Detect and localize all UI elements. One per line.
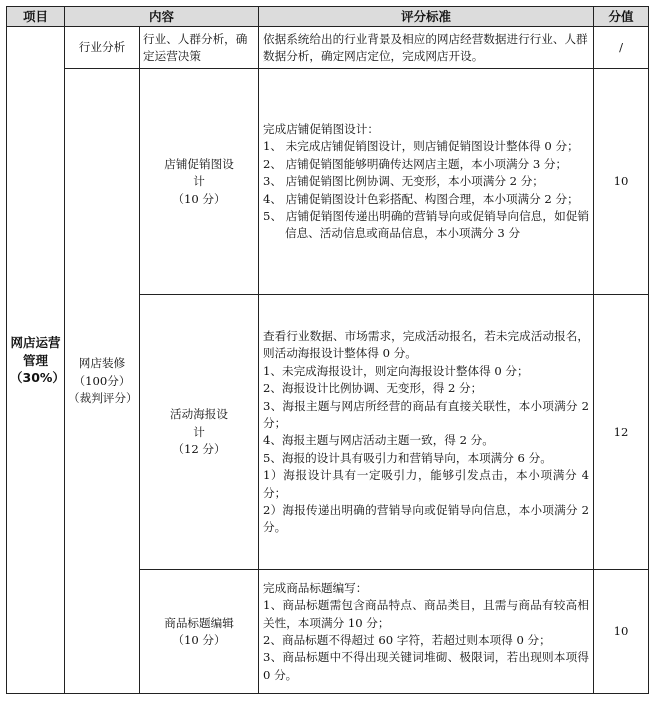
title-task-title: 商品标题编辑 xyxy=(164,615,234,630)
criteria-line: 1）海报设计具有一定吸引力，能够引发点击，本小项满分 4 分； xyxy=(263,468,590,500)
poster-task-points: （12 分） xyxy=(172,442,226,457)
criteria-line: 5、海报的设计具有吸引力和营销导向，本项满分 6 分。 xyxy=(263,450,552,465)
header-content: 内容 xyxy=(65,7,259,27)
industry-label: 行业分析 xyxy=(65,27,140,69)
criteria-line: 4、 店铺促销图设计色彩搭配、构图合理，本小项满分 2 分； xyxy=(263,191,579,206)
industry-row xyxy=(7,27,649,69)
criteria-line: 4、海报主题与网店活动主题一致，得 2 分。 xyxy=(263,433,494,448)
header-project: 项目 xyxy=(7,7,65,27)
criteria-line: 2、商品标题不得超过 60 字符，若超过则本项得 0 分； xyxy=(263,632,551,647)
criteria-line: 2、 店铺促销图能够明确传达网店主题，本小项满分 3 分； xyxy=(263,156,568,171)
header-score: 分值 xyxy=(594,7,649,27)
promo-task xyxy=(140,69,259,295)
title-task xyxy=(140,570,259,694)
industry-score: / xyxy=(594,27,649,69)
decoration-label: 网店装修（100分）（裁判评分） xyxy=(65,69,140,694)
criteria-line: 完成商品标题编写： xyxy=(263,580,368,595)
poster-score: 12 xyxy=(594,295,649,570)
criteria-line: 1、 未完成店铺促销图设计，则店铺促销图设计整体得 0 分； xyxy=(263,139,579,154)
title-score: 10 xyxy=(594,570,649,694)
scoring-table xyxy=(6,6,649,694)
title-task-points: （10 分） xyxy=(172,632,226,647)
poster-criteria xyxy=(259,295,594,570)
criteria-line: 查看行业数据、市场需求，完成活动报名，若未完成活动报名，则活动海报设计整体得 0 分。 xyxy=(263,328,590,361)
criteria-line: 3、 店铺促销图比例协调、无变形，本小项满分 2 分； xyxy=(263,174,544,189)
industry-criteria: 依据系统给出的行业背景及相应的网店经营数据进行行业、人群数据分析，确定网店定位，完成网店开设。 xyxy=(259,27,594,69)
poster-task-title: 活动海报设计 xyxy=(170,407,228,439)
promo-row xyxy=(7,69,649,295)
criteria-line: 2）海报传递出明确的营销导向或促销导向信息，本小项满分 2 分。 xyxy=(263,503,590,535)
promo-task-points: （10 分） xyxy=(172,191,226,206)
promo-criteria xyxy=(259,69,594,295)
criteria-line: 1、未完成海报设计，则定向海报设计整体得 0 分； xyxy=(263,363,529,378)
promo-score: 10 xyxy=(594,69,649,295)
poster-task xyxy=(140,295,259,570)
criteria-line: 2、海报设计比例协调、无变形，得 2 分； xyxy=(263,381,483,396)
header-row xyxy=(7,7,649,27)
criteria-line: 3、商品标题中不得出现关键词堆砌、极限词，若出现则本项得 0 分。 xyxy=(263,650,590,682)
module-name: 网店运营管理（30%） xyxy=(7,27,65,694)
criteria-line: 1、商品标题需包含商品特点、商品类目，且需与商品有较高相关性，本项满分 10 分； xyxy=(263,598,590,630)
header-criteria: 评分标准 xyxy=(259,7,594,27)
industry-task: 行业、人群分析，确定运营决策 xyxy=(140,27,259,69)
criteria-line: 3、海报主题与网店所经营的商品有直接关联性，本小项满分 2 分； xyxy=(263,398,590,430)
criteria-line: 完成店铺促销图设计： xyxy=(263,121,379,136)
promo-task-title: 店铺促销图设计 xyxy=(164,156,234,189)
title-criteria xyxy=(259,570,594,694)
criteria-line: 5、 店铺促销图传递出明确的营销导向或促销导向信息，如促销信息、活动信息或商品信息，本小项满分 3 分 xyxy=(263,209,590,241)
